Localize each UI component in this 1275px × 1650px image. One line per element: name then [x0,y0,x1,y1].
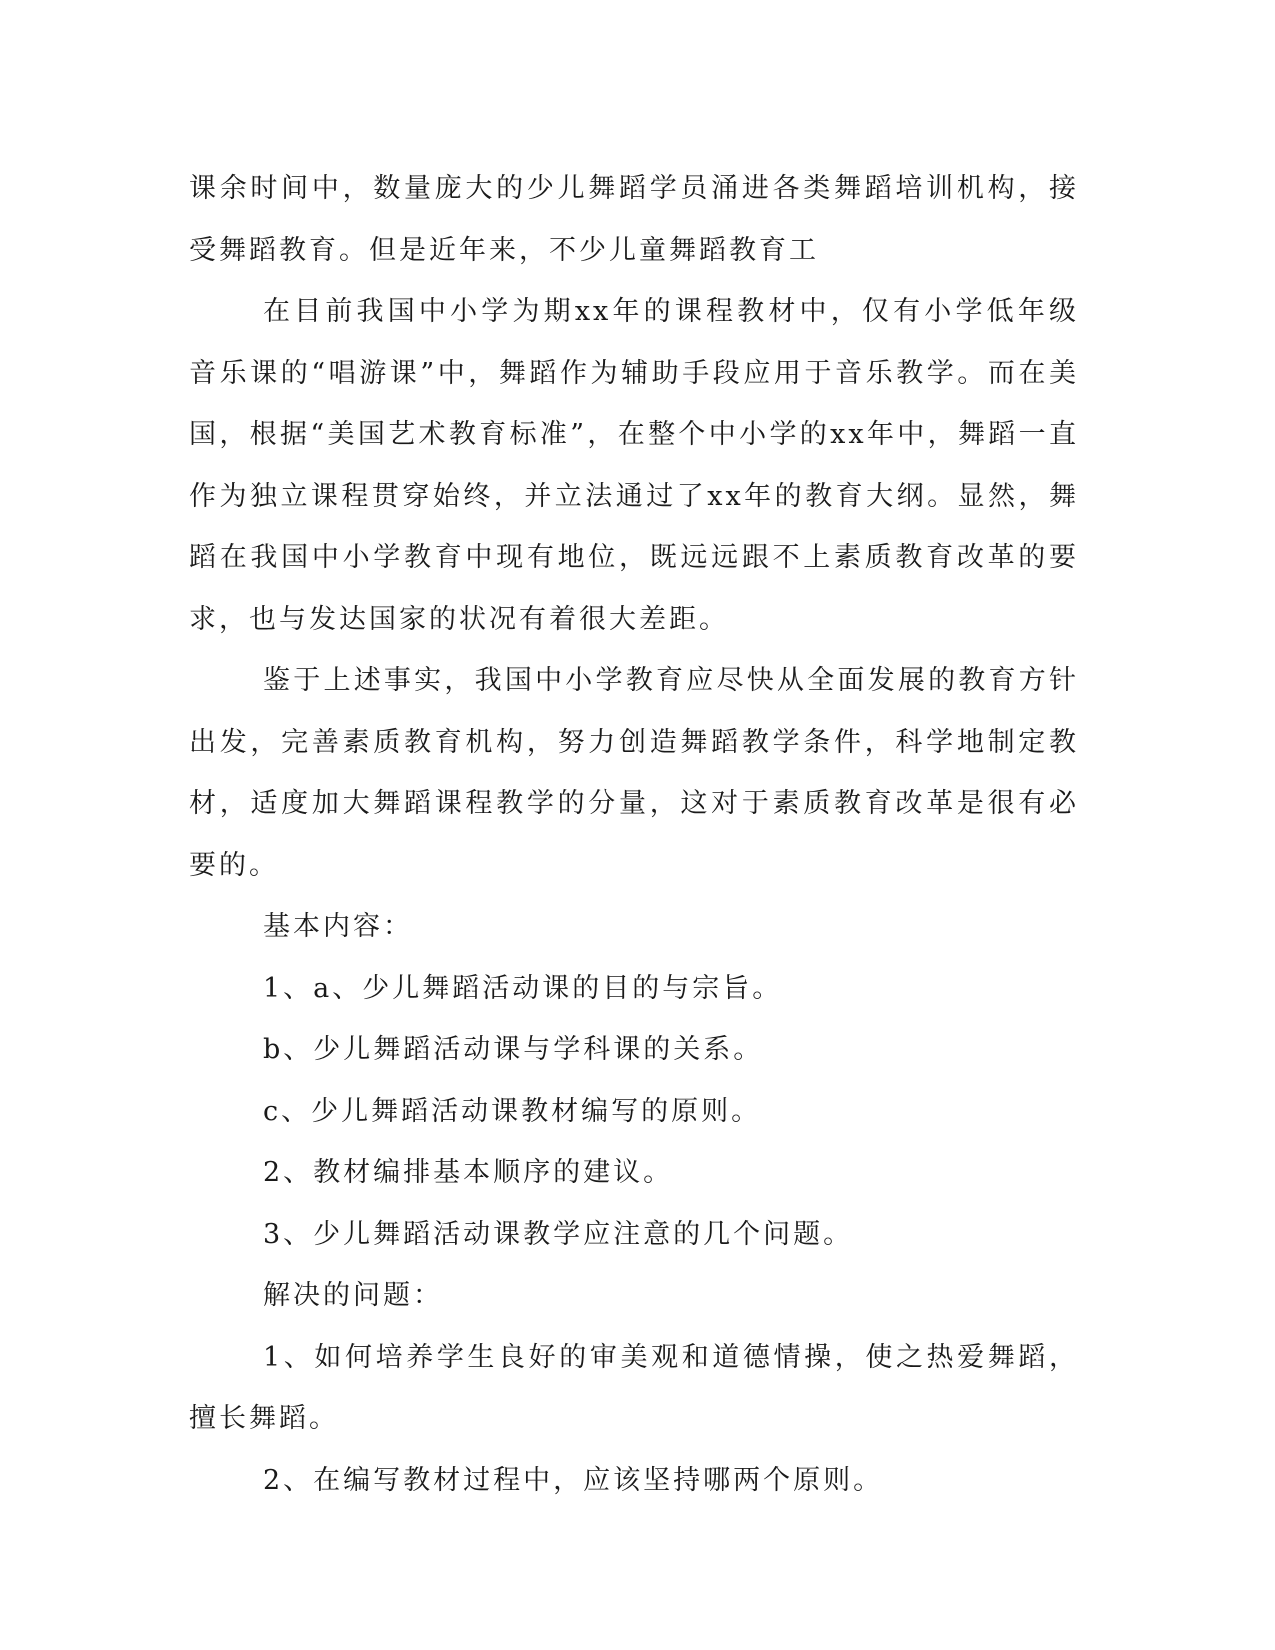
paragraph-recommendation: 鉴于上述事实，我国中小学教育应尽快从全面发展的教育方针出发，完善素质教育机构，努力创造舞蹈教学条件，科学地制定教材，适度加大舞蹈课程教学的分量，这对于素质教育改革是很有必要的。 [189,665,1079,881]
list-item-3: 3、少儿舞蹈活动课教学应注意的几个问题。 [263,1218,854,1250]
document-body [189,158,1079,1511]
heading-basic-content: 基本内容： [263,911,413,942]
problem-item-2: 2、在编写教材过程中，应该坚持哪两个原则。 [263,1464,884,1496]
list-item-1a: 1、a、少儿舞蹈活动课的目的与宗旨。 [263,972,783,1004]
paragraph-intro-continued: 课余时间中，数量庞大的少儿舞蹈学员涌进各类舞蹈培训机构，接受舞蹈教育。但是近年来，不少儿童舞蹈教育工 [189,173,1079,266]
problem-item-1: 1、如何培养学生良好的审美观和道德情操，使之热爱舞蹈，擅长舞蹈。 [189,1341,1079,1434]
heading-problems-solved: 解决的问题： [263,1280,443,1311]
list-item-1c: c、少儿舞蹈活动课教材编写的原则。 [263,1095,762,1127]
paragraph-curriculum-comparison: 在目前我国中小学为期xx年的课程教材中，仅有小学低年级音乐课的“唱游课”中，舞蹈作为辅助手段应用于音乐教学。而在美国，根据“美国艺术教育标准”，在整个中小学的xx年中，舞蹈一直作为独立课程贯穿始终，并立法通过了xx年的教育大纲。显然，舞蹈在我国中小学教育中现有地位，既远远跟不上素质教育改革的要求，也与发达国家的状况有着很大差距。 [189,296,1079,635]
list-item-2: 2、教材编排基本顺序的建议。 [263,1157,674,1188]
list-item-1b: b、少儿舞蹈活动课与学科课的关系。 [263,1034,764,1065]
